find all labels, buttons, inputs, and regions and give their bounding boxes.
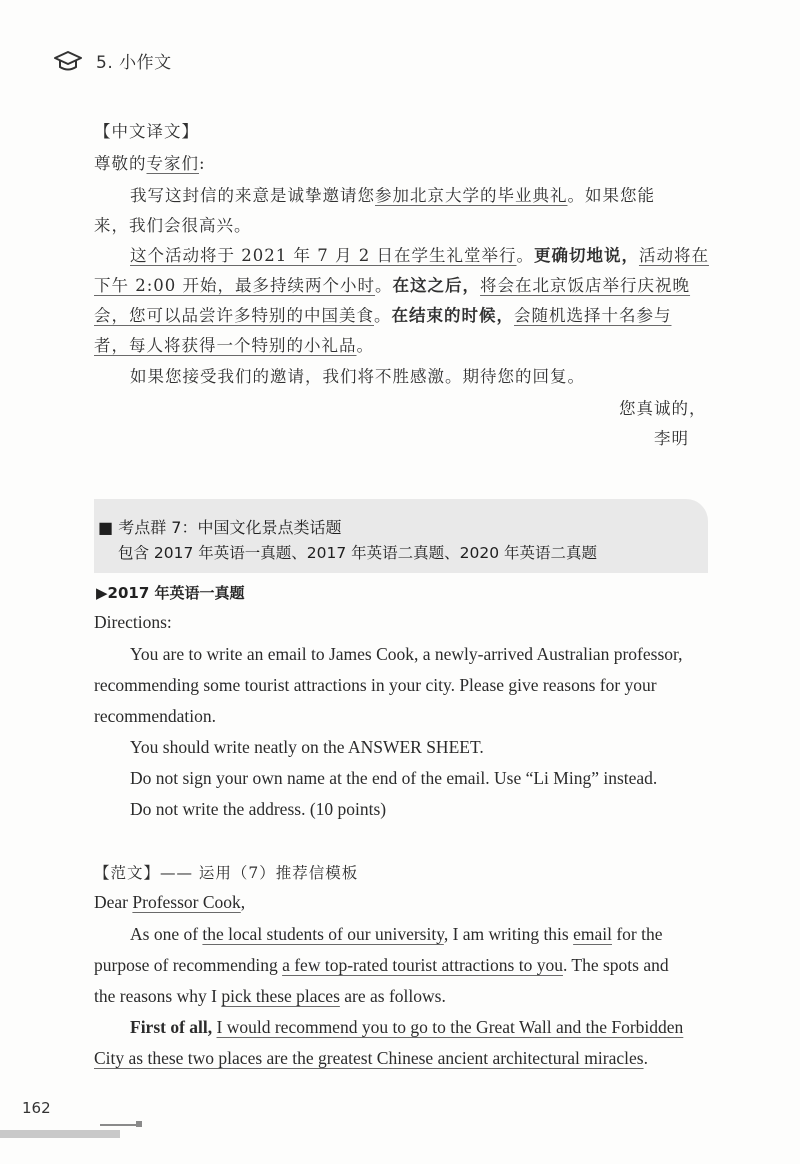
translation-signature: 李明 [654, 429, 689, 448]
sample-paragraph-1-line-3: the reasons why I pick these places are as follows. [94, 986, 446, 1006]
translation-paragraph-2-line-4: 者，每人将获得一个特别的小礼品。 [94, 336, 374, 355]
translation-closing: 您真诚的， [619, 399, 707, 418]
footer-marker [136, 1121, 142, 1127]
sample-heading: 【范文】—— 运用（7）推荐信模板 [94, 864, 359, 882]
directions-heading: Directions: [94, 612, 172, 632]
footer-bar [0, 1130, 120, 1138]
sample-paragraph-2-line-1: First of all, I would recommend you to go to the Great Wall and the Forbidden [130, 1017, 684, 1037]
directions-line-1: You are to write an email to James Cook, a newly-arrived Australian professor, [130, 644, 683, 664]
directions-instruction-3: Do not write the address. (10 points) [130, 799, 387, 819]
chapter-title: 5. 小作文 [96, 53, 172, 73]
translation-salutation: 尊敬的专家们: [94, 154, 206, 173]
directions-line-3: recommendation. [94, 706, 216, 726]
page-number: 162 [22, 1099, 51, 1117]
section-title: ■ 考点群 7：中国文化景点类话题 [98, 518, 342, 537]
footer-rule [100, 1124, 138, 1126]
translation-paragraph-2-line-3: 会，您可以品尝许多特别的中国美食。在结束的时候，会随机选择十名参与 [94, 306, 672, 325]
graduation-cap-icon [54, 50, 82, 72]
sample-salutation: Dear Professor Cook, [94, 892, 246, 912]
exam-label: ▶2017 年英语一真题 [96, 584, 245, 602]
directions-line-2: recommending some tourist attractions in your city. Please give reasons for your [94, 675, 657, 695]
sample-paragraph-1-line-1: As one of the local students of our university, I am writing this email for the [130, 924, 663, 944]
sample-paragraph-2-line-2: City as these two places are the greatest Chinese ancient architectural miracles. [94, 1048, 648, 1068]
translation-paragraph-1-line-1: 我写这封信的来意是诚挚邀请您参加北京大学的毕业典礼。如果您能 [130, 186, 655, 205]
directions-instruction-2: Do not sign your own name at the end of the email. Use “Li Ming” instead. [130, 768, 658, 788]
sample-paragraph-1-line-2: purpose of recommending a few top-rated tourist attractions to you. The spots and [94, 955, 669, 975]
translation-heading: 【中文译文】 [94, 122, 199, 141]
page-header [54, 48, 172, 73]
translation-paragraph-1-line-2: 来，我们会很高兴。 [94, 216, 252, 235]
translation-paragraph-2-line-2: 下午 2:00 开始，最多持续两个小时。在这之后，将会在北京饭店举行庆祝晚 [94, 276, 691, 295]
section-subtitle: 包含 2017 年英语一真题、2017 年英语二真题、2020 年英语二真题 [118, 544, 598, 562]
translation-paragraph-2-line-1: 这个活动将于 2021 年 7 月 2 日在学生礼堂举行。更确切地说，活动将在 [130, 246, 709, 265]
translation-paragraph-3: 如果您接受我们的邀请，我们将不胜感激。期待您的回复。 [130, 367, 585, 386]
directions-instruction-1: You should write neatly on the ANSWER SHEET. [130, 737, 484, 757]
